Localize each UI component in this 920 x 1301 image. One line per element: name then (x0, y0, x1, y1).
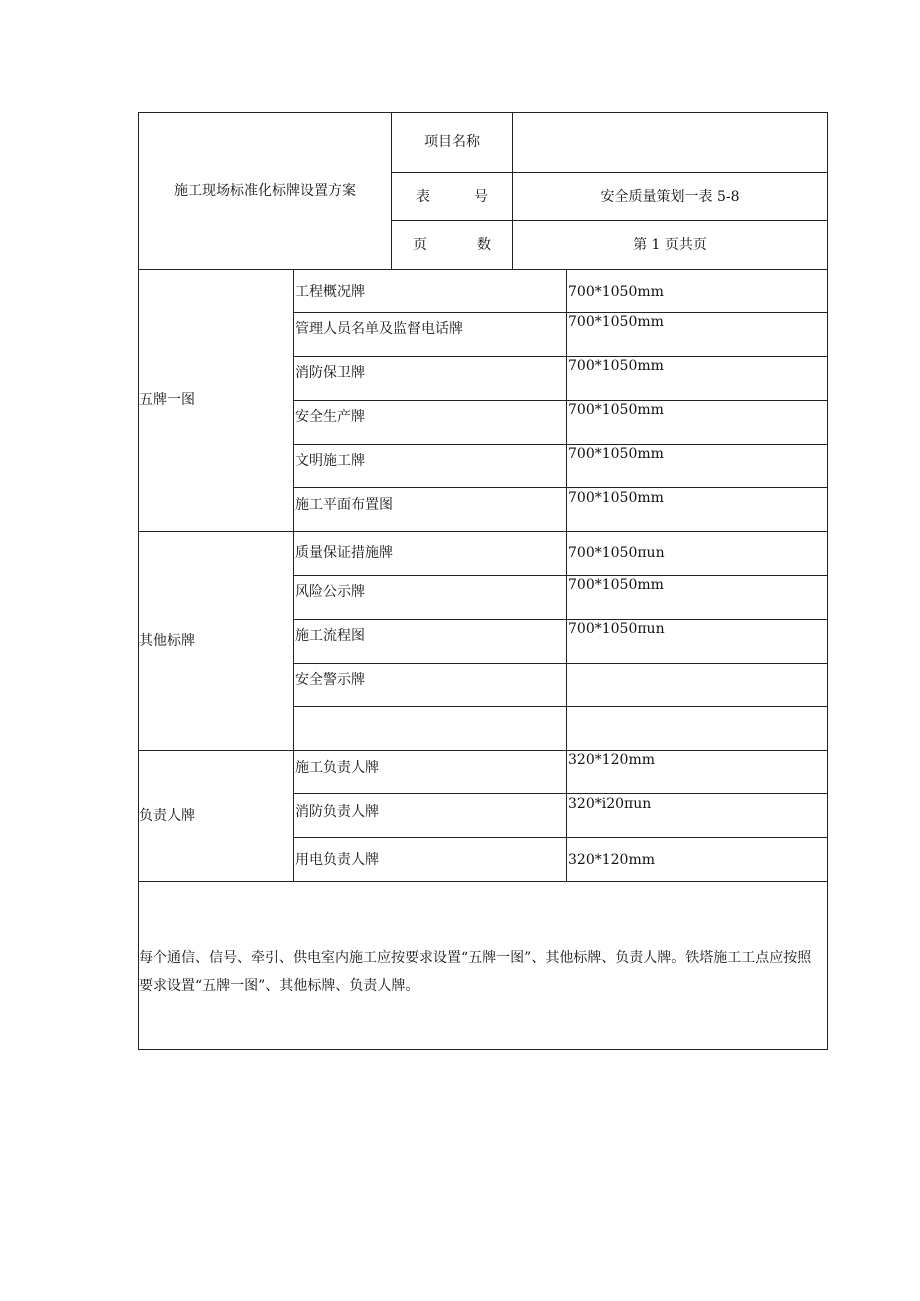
item-size: 700*1050mm (568, 446, 664, 462)
item-name: 施工负责人牌 (295, 760, 379, 776)
item-name: 消防保卫牌 (295, 365, 365, 381)
item-name: 用电负责人牌 (295, 852, 379, 868)
row-line (293, 837, 828, 838)
row-line (293, 793, 828, 794)
row-line (293, 706, 828, 707)
item-name: 安全警示牌 (295, 672, 365, 688)
item-size: 320*120mm (568, 752, 655, 768)
form-no-label-a: 表 (416, 189, 430, 205)
item-size: 700*1050mm (568, 358, 664, 374)
item-name: 施工流程图 (295, 628, 365, 644)
item-size: 700*1050πun (568, 545, 665, 561)
table-border-bottom (138, 1049, 828, 1050)
requirement-note: 每个通信、信号、牵引、供电室内施工应按要求设置“五牌一图”、其他标牌、负责人牌。铁塔施工工点应按照要求设置“五牌一图”、其他标牌、负责人牌。 (139, 950, 812, 994)
group-label: 负责人牌 (139, 808, 195, 824)
group-label: 其他标牌 (139, 633, 195, 649)
item-size: 320*120mm (568, 852, 655, 868)
project-name-label: 项目名称 (424, 134, 480, 150)
row-line (293, 444, 828, 445)
form-no-value: 安全质量策划一表 5-8 (600, 189, 740, 205)
table-border-right (827, 112, 828, 1050)
row-line (293, 575, 828, 576)
page-label-a: 页 (413, 237, 427, 253)
group-line (138, 750, 828, 751)
row-line (293, 356, 828, 357)
item-name: 工程概况牌 (295, 284, 365, 300)
page-label-b: 数 (477, 237, 491, 253)
table-border-left (138, 112, 139, 1050)
page-value: 第 1 页共页 (633, 237, 707, 253)
row-line (293, 400, 828, 401)
header-row-line-2 (391, 220, 828, 221)
header-row-line-1 (391, 172, 828, 173)
item-size: 700*1050mm (568, 490, 664, 506)
item-name: 风险公示牌 (295, 584, 365, 600)
table-border-top (138, 112, 828, 113)
item-name: 安全生产牌 (295, 409, 365, 425)
document-title: 施工现场标准化标牌设置方案 (174, 183, 356, 199)
item-size: 700*1050mm (568, 314, 664, 330)
item-size: 320*i20πun (568, 796, 652, 812)
group-line (138, 531, 828, 532)
row-line (293, 619, 828, 620)
row-line (293, 663, 828, 664)
header-bottom-line (138, 269, 828, 270)
form-no-label-b: 号 (474, 189, 488, 205)
item-size: 700*1050mm (568, 577, 664, 593)
group-line (138, 881, 828, 882)
item-name: 文明施工牌 (295, 453, 365, 469)
item-size: 700*1050mm (568, 284, 664, 300)
item-size: 700*1050πun (568, 621, 665, 637)
item-name: 管理人员名单及监督电话牌 (295, 321, 463, 337)
item-name: 质量保证措施牌 (295, 545, 393, 561)
item-name: 施工平面布置图 (295, 497, 393, 513)
row-line (293, 312, 828, 313)
group-label: 五牌一图 (139, 392, 195, 408)
item-name: 消防负责人牌 (295, 804, 379, 820)
row-line (293, 487, 828, 488)
item-size: 700*1050mm (568, 402, 664, 418)
